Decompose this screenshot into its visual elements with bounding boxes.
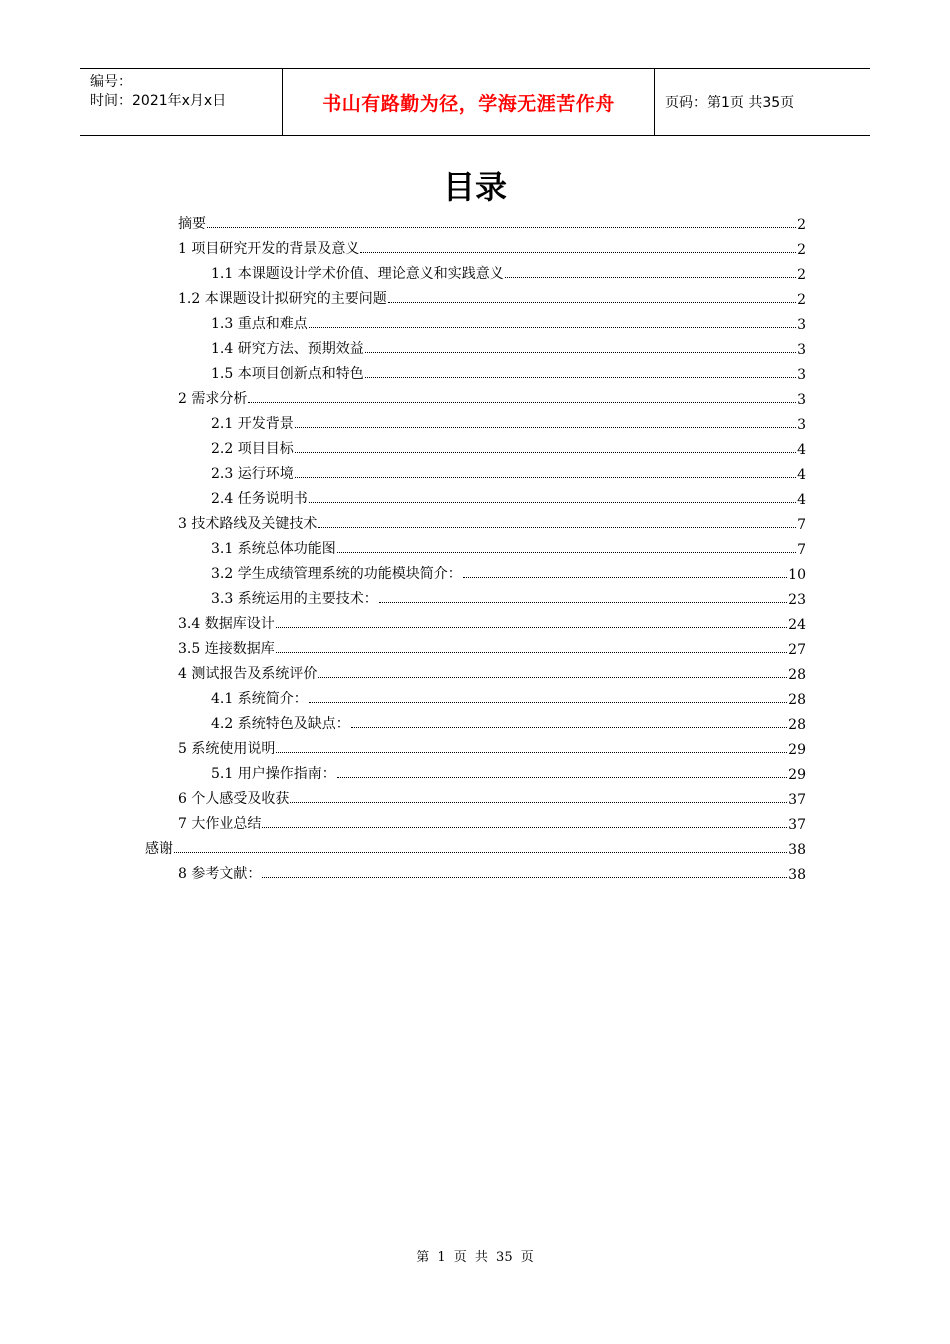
toc-entry-page: 37 [788, 817, 806, 833]
header-page-info-cell [655, 69, 870, 135]
toc-dot-leader [360, 251, 796, 253]
toc-dot-leader [351, 726, 787, 728]
toc-dot-leader [318, 676, 787, 678]
toc-entry[interactable] [211, 358, 806, 383]
toc-entry-label: 感谢 [145, 841, 173, 857]
toc-dot-leader [295, 451, 796, 453]
toc-entry-page: 24 [788, 617, 806, 633]
toc-entry-page: 38 [788, 842, 806, 858]
toc-entry-page: 23 [788, 592, 806, 608]
toc-entry-page: 4 [797, 492, 806, 508]
toc-entry[interactable] [178, 783, 806, 808]
toc-entry-label: 2 需求分析 [178, 391, 248, 407]
toc-entry[interactable] [211, 558, 806, 583]
toc-entry[interactable] [178, 283, 806, 308]
toc-dot-leader [262, 826, 787, 828]
toc-entry[interactable] [178, 733, 806, 758]
header-page-info: 页码：第1页 共35页 [665, 95, 795, 111]
toc-entry-page: 10 [788, 567, 806, 583]
toc-entry-label: 4.2 系统特色及缺点： [211, 716, 350, 732]
toc-dot-leader [295, 426, 796, 428]
toc-entry-label: 摘要 [178, 216, 206, 232]
toc-dot-leader [174, 851, 787, 853]
toc-dot-leader [309, 701, 787, 703]
toc-entry-label: 6 个人感受及收获 [178, 791, 290, 807]
toc-dot-leader [463, 576, 787, 578]
toc-entry-label: 3.5 连接数据库 [178, 641, 275, 657]
toc-dot-leader [295, 476, 796, 478]
toc-entry-label: 1.4 研究方法、预期效益 [211, 341, 364, 357]
toc-dot-leader [290, 801, 787, 803]
toc-entry[interactable] [178, 808, 806, 833]
toc-entry[interactable] [178, 608, 806, 633]
toc-entry-page: 2 [797, 292, 806, 308]
header-meta [80, 69, 282, 135]
toc-entry-page: 7 [797, 517, 806, 533]
toc-dot-leader [262, 876, 787, 878]
toc-entry[interactable] [211, 333, 806, 358]
toc-entry[interactable] [211, 583, 806, 608]
toc-entry[interactable] [178, 208, 806, 233]
toc-entry-page: 3 [797, 342, 806, 358]
toc-entry-label: 3.2 学生成绩管理系统的功能模块简介： [211, 566, 462, 582]
toc-dot-leader [505, 276, 796, 278]
toc-entry[interactable] [211, 308, 806, 333]
toc-entry-page: 3 [797, 392, 806, 408]
toc-entry-page: 2 [797, 242, 806, 258]
toc-dot-leader [276, 651, 787, 653]
toc-entry[interactable] [178, 383, 806, 408]
toc-entry-label: 4 测试报告及系统评价 [178, 666, 318, 682]
toc-entry-page: 38 [788, 867, 806, 883]
toc-entry-label: 3 技术路线及关键技术 [178, 516, 318, 532]
toc-entry-label: 2.4 任务说明书 [211, 491, 308, 507]
toc-entry-page: 4 [797, 442, 806, 458]
toc-entry[interactable] [211, 258, 806, 283]
toc-entry-page: 28 [788, 692, 806, 708]
toc-dot-leader [379, 601, 787, 603]
toc-entry[interactable] [178, 658, 806, 683]
toc-entry-label: 1 项目研究开发的背景及意义 [178, 241, 360, 257]
toc-dot-leader [248, 401, 796, 403]
toc-entry-label: 4.1 系统简介： [211, 691, 308, 707]
toc-dot-leader [365, 376, 796, 378]
toc-entry[interactable] [211, 408, 806, 433]
toc-dot-leader [276, 626, 787, 628]
document-time-label: 时间：2021年x月x日 [90, 93, 227, 109]
toc-entry-page: 28 [788, 717, 806, 733]
toc-dot-leader [276, 751, 787, 753]
header-motto-cell [282, 69, 655, 135]
toc-entry[interactable] [211, 708, 806, 733]
toc-entry-page: 3 [797, 417, 806, 433]
toc-entry-label: 1.2 本课题设计拟研究的主要问题 [178, 291, 387, 307]
toc-entry[interactable] [211, 433, 806, 458]
header-motto: 书山有路勤为径，学海无涯苦作舟 [322, 92, 615, 115]
document-number-label: 编号： [90, 74, 132, 90]
toc-entry[interactable] [211, 758, 806, 783]
toc-entry-label: 3.4 数据库设计 [178, 616, 275, 632]
toc-entry-label: 7 大作业总结 [178, 816, 262, 832]
toc-dot-leader [318, 526, 796, 528]
page-title: 目录 [442, 168, 507, 206]
toc-entry-label: 3.3 系统运用的主要技术： [211, 591, 378, 607]
toc-dot-leader [309, 501, 796, 503]
toc-entry-page: 2 [797, 217, 806, 233]
toc-entry[interactable] [211, 458, 806, 483]
toc-entry-label: 5 系统使用说明 [178, 741, 276, 757]
toc-dot-leader [337, 776, 787, 778]
toc-entry[interactable] [211, 483, 806, 508]
toc-entry[interactable] [178, 508, 806, 533]
toc-entry-label: 5.1 用户操作指南： [211, 766, 336, 782]
toc-entry[interactable] [145, 833, 806, 858]
toc-entry-label: 8 参考文献： [178, 866, 262, 882]
toc-entry-page: 29 [788, 742, 806, 758]
toc-entry[interactable] [178, 633, 806, 658]
toc-entry-page: 37 [788, 792, 806, 808]
toc-dot-leader [365, 351, 796, 353]
toc-entry-label: 2.3 运行环境 [211, 466, 294, 482]
toc-entry-label: 1.5 本项目创新点和特色 [211, 366, 364, 382]
toc-entry-label: 2.2 项目目标 [211, 441, 294, 457]
toc-entry-page: 28 [788, 667, 806, 683]
toc-entry[interactable] [211, 533, 806, 558]
toc-entry[interactable] [178, 233, 806, 258]
toc-entry[interactable] [178, 858, 806, 883]
toc-entry-page: 27 [788, 642, 806, 658]
toc-dot-leader [207, 226, 796, 228]
toc-dot-leader [309, 326, 796, 328]
toc-entry-page: 2 [797, 267, 806, 283]
page-header [80, 68, 870, 136]
toc-entry-page: 3 [797, 317, 806, 333]
toc-entry-page: 3 [797, 367, 806, 383]
toc-dot-leader [337, 551, 796, 553]
toc-entry-label: 1.1 本课题设计学术价值、理论意义和实践意义 [211, 266, 504, 282]
toc-entry-label: 3.1 系统总体功能图 [211, 541, 336, 557]
toc-entry-label: 2.1 开发背景 [211, 416, 294, 432]
toc-entry-label: 1.3 重点和难点 [211, 316, 308, 332]
page-footer: 第 1 页 共 35 页 [416, 1250, 534, 1265]
toc-entry-page: 7 [797, 542, 806, 558]
toc-entry-page: 4 [797, 467, 806, 483]
toc-dot-leader [388, 301, 796, 303]
toc-entry-page: 29 [788, 767, 806, 783]
toc-entry[interactable] [211, 683, 806, 708]
